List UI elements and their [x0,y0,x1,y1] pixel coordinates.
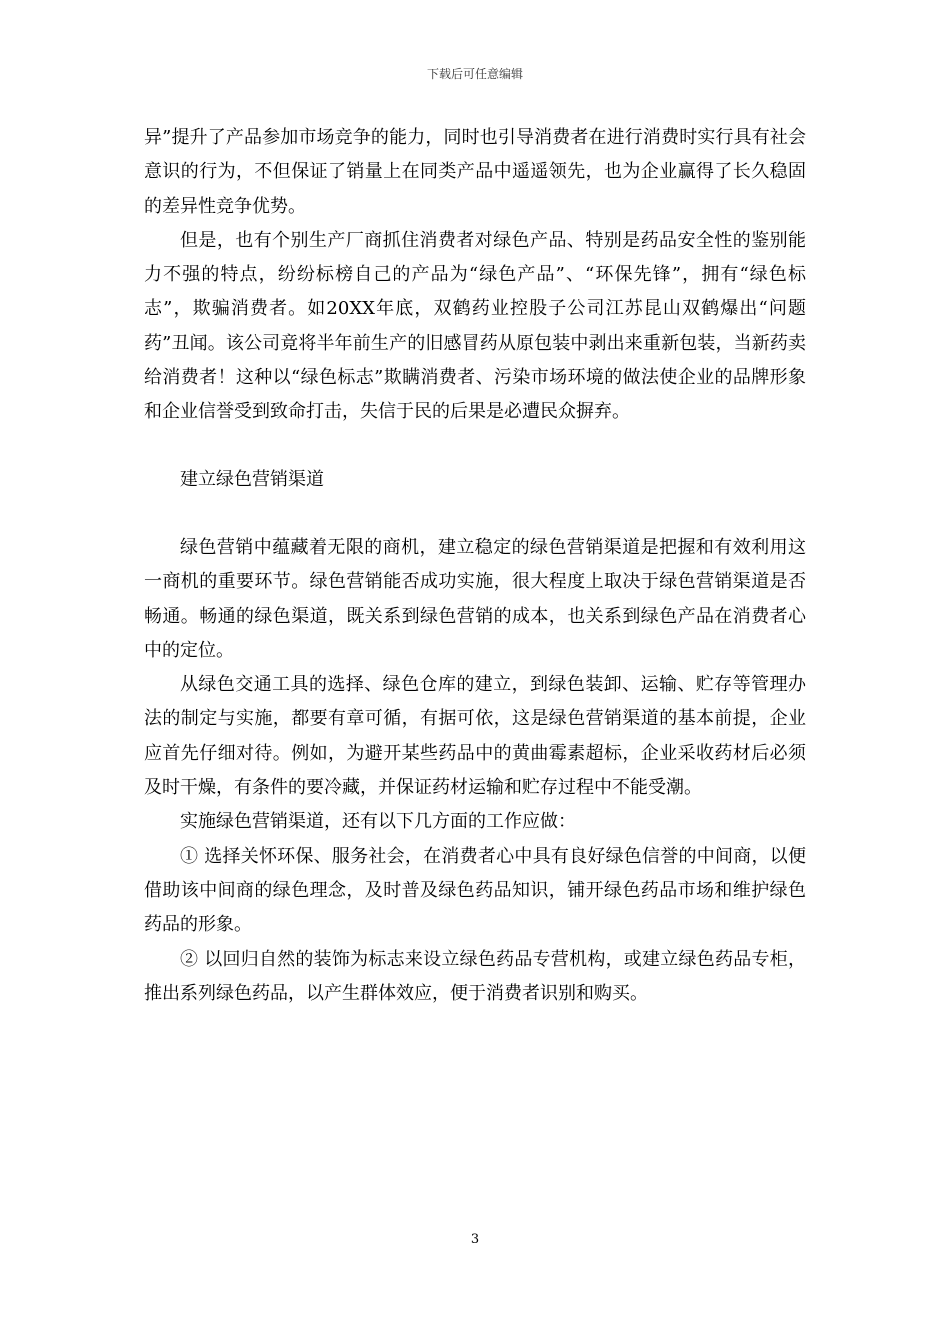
section-heading: 建立绿色营销渠道 [180,468,324,490]
page-number: 3 [470,1232,480,1247]
document-body [144,121,806,1011]
paragraph-continued: 异”提升了产品参加市场竞争的能力，同时也引导消费者在进行消费时实行具有社会意识的行为，不但保证了销量上在同类产品中遥遥领先，也为企业赢得了长久稳固的差异性竞争优势。 [144,127,806,217]
paragraph: 绿色营销中蕴藏着无限的商机，建立稳定的绿色营销渠道是把握和有效利用这一商机的重要环节。绿色营销能否成功实施，很大程度上取决于绿色营销渠道是否畅通。畅通的绿色渠道，既关系到绿色营销的成本，也关系到绿色产品在消费者心中的定位。 [144,536,806,661]
paragraph: 实施绿色营销渠道，还有以下几方面的工作应做： [180,811,576,833]
page-header: 下载后可任意编辑 [426,67,523,81]
paragraph: 从绿色交通工具的选择、绿色仓库的建立，到绿色装卸、运输、贮存等管理办法的制定与实施，都要有章可循，有据可依，这是绿色营销渠道的基本前提，企业应首先仔细对待。例如，为避开某些药品中的黄曲霉素超标，企业采收药材后必须及时干燥，有条件的要冷藏，并保证药材运输和贮存过程中不能受潮。 [144,674,806,799]
paragraph: 但是，也有个别生产厂商抓住消费者对绿色产品、特别是药品安全性的鉴别能力不强的特点，纷纷标榜自己的产品为“绿色产品”、“环保先锋”，拥有“绿色标志”，欺骗消费者。如20XX年底，双鹤药业控股子公司江苏昆山双鹤爆出“问题药”丑闻。该公司竟将半年前生产的旧感冒药从原包装中剥出来重新包装，当新药卖给消费者！这种以“绿色标志”欺瞒消费者、污染市场环境的做法使企业的品牌形象和企业信誉受到致命打击，失信于民的后果是必遭民众摒弃。 [144,229,806,423]
spacer [144,430,806,463]
spacer [144,497,806,531]
list-item: ① 选择关怀环保、服务社会，在消费者心中具有良好绿色信誉的中间商，以便借助该中间商的绿色理念，及时普及绿色药品知识，铺开绿色药品市场和维护绿色药品的形象。 [144,845,806,936]
list-item: ② 以回归自然的装饰为标志来设立绿色药品专营机构，或建立绿色药品专柜，推出系列绿色药品，以产生群体效应，便于消费者识别和购买。 [144,948,806,1004]
